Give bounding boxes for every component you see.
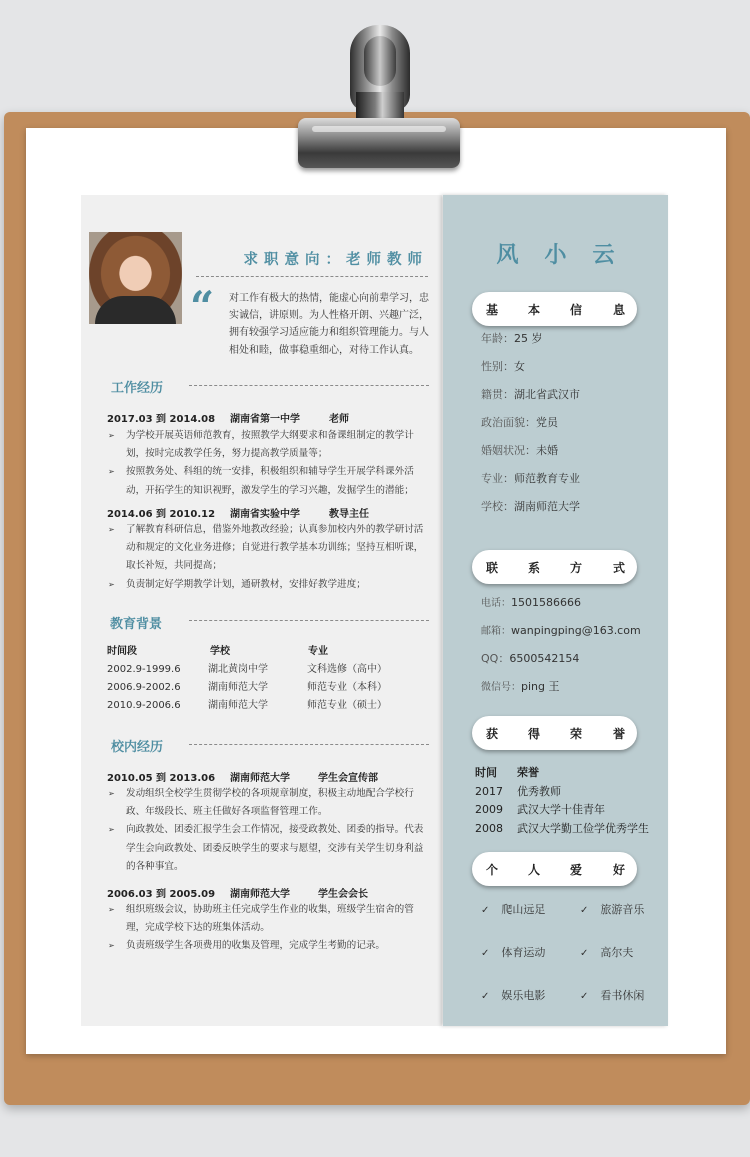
campus-org: 湖南师范大学 [230,889,290,900]
basic-info-marital: 婚姻状况：未婚 [481,444,558,457]
list-item: ➢ 负责制定好学期教学计划，通研教材，安排好教学进度； [108,576,426,594]
section-divider [189,620,429,621]
basic-info-school: 学校：湖南师范大学 [481,500,580,513]
honors-header-row: 时间 荣誉 [475,766,539,779]
contact-email: 邮箱：wanpingping@163.com [481,624,641,637]
self-introduction: 对工作有极大的热情，能虚心向前辈学习，忠实诚信，讲原则。为人性格开朗、兴趣广泛，拥有较强学习适应能力和组织管理能力。与人相处和睦，做事稳重细心，对待工作认真。 [229,293,429,356]
work-org: 湖南省实验中学 [230,509,300,520]
bullet-arrow-icon: ➢ [108,431,115,440]
bullet-arrow-icon: ➢ [108,467,115,477]
work-period: 2014.06 到 2010.12 [107,509,216,520]
profile-photo-clothing [95,296,176,324]
contact-phone: 电话：1501586666 [481,596,581,609]
basic-info-age: 年龄：25 岁 [481,332,543,345]
campus-period: 2010.05 到 2013.06 [107,773,216,784]
bullet-arrow-icon: ➢ [108,579,115,589]
check-icon: ✓ [580,991,589,1002]
bullet-arrow-icon: ➢ [108,525,115,534]
quote-icon: “ [190,282,215,331]
section-divider [189,744,429,745]
campus-role: 学生会会长 [318,889,368,900]
section-divider [189,385,429,386]
list-item: ➢ 负责班级学生各项费用的收集及管理，完成学生考勤的记录。 [108,937,426,955]
candidate-name: 风小云 [496,243,641,268]
honors-table [475,764,665,838]
table-row: 2008 武汉大学勤工俭学优秀学生 [475,821,649,835]
work-bullets [108,427,426,500]
check-icon: ✓ [580,905,589,916]
list-item: ➢ 发动组织全校学生贯彻学校的各项规章制度，积极主动地配合学校行政、年级段长、班主任做好各项监督管理工作。 [108,785,426,821]
work-bullets [108,521,426,594]
table-row: 2002.9-1999.6 湖北黄岗中学 文科选修（高中） [107,664,387,675]
check-icon: ✓ [481,905,490,916]
section-pill-basic-info: 基 本 信 息 [472,292,637,326]
check-icon: ✓ [481,948,490,959]
hobby-item: ✓ 高尔夫 [580,946,634,959]
work-period: 2017.03 到 2014.08 [107,414,216,425]
work-role: 教导主任 [329,509,369,520]
hobby-item: ✓ 体育运动 [481,946,546,959]
basic-info-political: 政治面貌：党员 [481,416,558,429]
bullet-arrow-icon: ➢ [108,825,115,835]
education-header-row: 时间段 学校 专业 [107,646,328,657]
section-title-campus: 校内经历 [111,740,164,755]
section-pill-hobbies: 个 人 爱 好 [472,852,637,886]
bullet-arrow-icon: ➢ [108,905,115,914]
binder-clip [294,22,464,172]
check-icon: ✓ [580,948,589,959]
table-row: 2009 武汉大学十佳青年 [475,803,605,816]
campus-org: 湖南师范大学 [230,773,290,784]
hobby-item: ✓ 爬山远足 [481,903,546,916]
clip-shine [312,126,446,132]
table-row: 2017 优秀教师 [475,784,561,798]
list-item: ➢ 向政教处、团委汇报学生会工作情况，接受政教处、团委的指导。代表学生会向政教处、团委反映学生的要求与愿望，交涉有关学生切身利益的各种事宜。 [108,821,426,876]
campus-role: 学生会宣传部 [318,773,378,784]
basic-info-gender: 性别：女 [481,360,525,373]
divider [196,276,428,277]
clip-ring-hole [364,36,396,86]
section-title-work: 工作经历 [111,381,164,396]
list-item: ➢ 组织班级会议，协助班主任完成学生作业的收集，班级学生宿舍的管理，完成学校下达的班集体活动。 [108,901,426,937]
list-item: ➢ 按照教务处、科组的统一安排，积极组织和辅导学生开展学科课外活动，开拓学生的知识视野，激发学生的学习兴趣，发掘学生的潜能； [108,463,426,499]
table-row: 2006.9-2002.6 湖南师范大学 师范专业（本科） [107,682,387,693]
work-org: 湖南省第一中学 [230,414,300,425]
contact-qq: QQ：6500542154 [481,652,580,665]
campus-bullets [108,785,426,876]
campus-period: 2006.03 到 2005.09 [107,889,216,900]
hobby-item: ✓ 娱乐电影 [481,989,546,1002]
campus-bullets [108,901,426,956]
education-table [107,643,407,715]
work-role: 老师 [329,414,349,425]
list-item: ➢ 为学校开展英语师范教育，按照教学大纲要求和备课组制定的教学计划，按时完成教学任务，努力提高教学质量等； [108,427,426,463]
basic-info-major: 专业：师范教育专业 [481,472,580,485]
list-item: ➢ 了解教育科研信息，借鉴外地教改经验；认真参加校内外的教学研讨活动和规定的文化业务进修；自觉进行教学基本功训练；坚持互相听课，取长补短，共同提高； [108,521,426,576]
hobby-item: ✓ 看书休闲 [580,989,645,1002]
section-pill-contact: 联 系 方 式 [472,550,637,584]
section-title-education: 教育背景 [110,617,163,632]
table-row: 2010.9-2006.6 湖南师范大学 师范专业（硕士） [107,700,387,711]
basic-info-hometown: 籍贯：湖北省武汉市 [481,388,580,401]
section-pill-honors: 获 得 荣 誉 [472,716,637,750]
hobby-item: ✓ 旅游音乐 [580,903,645,916]
contact-wechat: 微信号：ping 王 [481,680,560,693]
bullet-arrow-icon: ➢ [108,941,115,951]
job-intention-title: 求职意向：老师教师 [243,252,428,268]
check-icon: ✓ [481,991,490,1002]
bullet-arrow-icon: ➢ [108,789,115,798]
